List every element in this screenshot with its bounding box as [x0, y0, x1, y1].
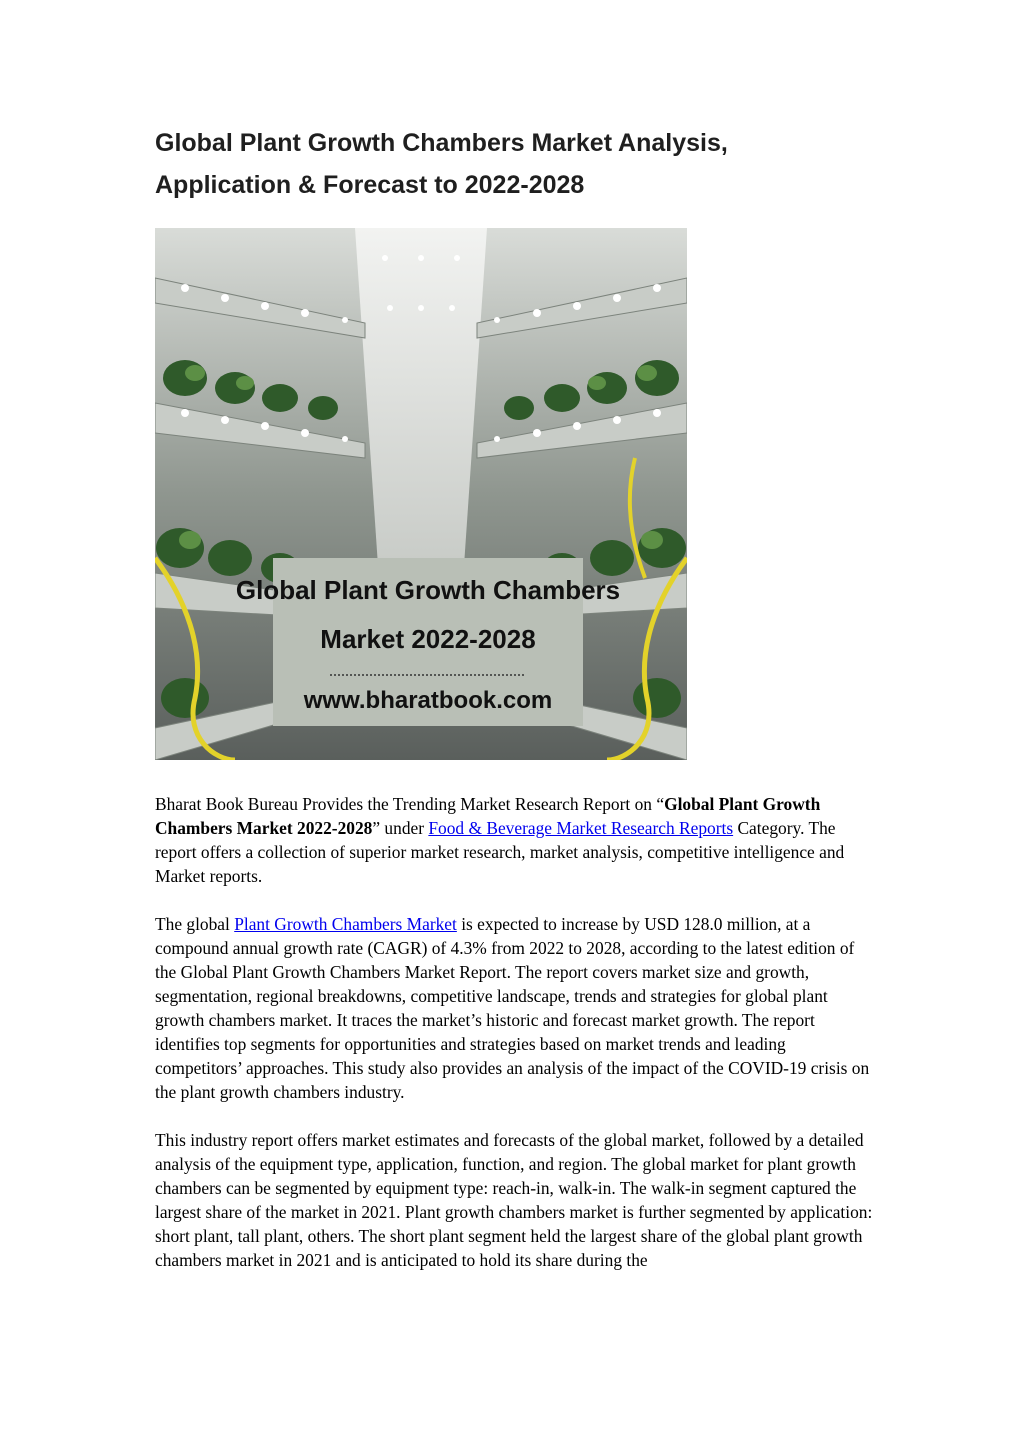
plant-growth-chamber-photo-icon	[155, 228, 687, 760]
overlay-title-line-2: Market 2022-2028	[320, 624, 536, 654]
overview-text-1: The global	[155, 914, 235, 934]
plant-growth-chambers-market-link[interactable]: Plant Growth Chambers Market	[234, 914, 457, 934]
paragraph-segmentation: This industry report offers market estimates and forecasts of the global market, followed by a detailed analysis of the equipment type, application, function, and region. The global market for plant growth chambers can be segmented by equipment type: reach-in, walk-in. The walk-in segment captured the largest share of the market in 2021. Plant growth chambers market is further segmented by application: short plant, tall plant, others. The short plant segment held the largest share of the global plant growth chambers market in 2021 and is anticipated to hold its share during the	[155, 1130, 873, 1270]
paragraph-market-overview	[155, 912, 875, 1104]
overlay-title-line-1: Global Plant Growth Chambers	[235, 575, 621, 605]
title-line-2: Application & Forecast to 2022-2028	[155, 171, 585, 199]
overlay-website: www.bharatbook.com	[303, 687, 553, 714]
intro-text-3: Category. The report offers a collection of superior market research, market analysis, competitive intelligence and Market reports.	[155, 818, 845, 886]
paragraph-intro	[155, 792, 875, 888]
intro-text-2: ” under	[372, 818, 429, 838]
intro-text-1: Bharat Book Bureau Provides the Trending Market Research Report on “	[155, 794, 665, 814]
page-title	[155, 122, 875, 206]
title-line-1: Global Plant Growth Chambers Market Analysis,	[155, 129, 728, 157]
food-beverage-category-link[interactable]: Food & Beverage Market Research Reports	[428, 818, 734, 838]
overview-text-2: is expected to increase by USD 128.0 million, at a compound annual growth rate (CAGR) of 4.3% from 2022 to 2028, according to the latest edition of the Global Plant Growth Chambers Market Report. The report covers market size and growth, segmentation, regional breakdowns, competitive landscape, trends and strategies for global plant growth chambers market. It traces the market’s historic and forecast market growth. The report identifies top segments for opportunities and strategies based on market trends and leading competitors’ approaches. This study also provides an analysis of the impact of the COVID-19 crisis on the plant growth chambers industry.	[155, 914, 870, 1102]
report-name-bold: Global Plant Growth Chambers Market 2022-2028	[155, 794, 821, 838]
report-body	[155, 792, 875, 1296]
report-cover-image	[155, 228, 687, 760]
